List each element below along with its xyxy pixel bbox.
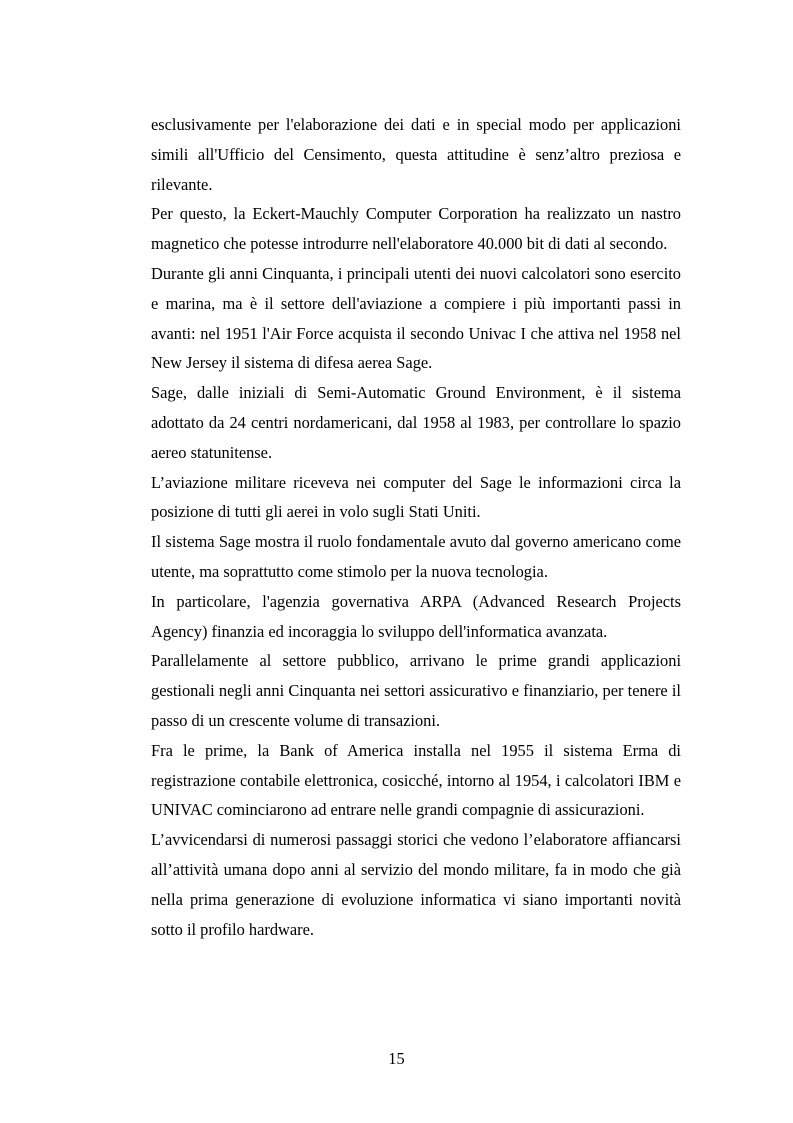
body-text [151, 110, 681, 944]
paragraph: L’avvicendarsi di numerosi passaggi storici che vedono l’elaboratore affiancarsi all’attività umana dopo anni al servizio del mondo militare, fa in modo che già nella prima generazione di evoluzione informatica vi siano importanti novità sotto il profilo hardware. [151, 830, 681, 939]
paragraph: In particolare, l'agenzia governativa ARPA (Advanced Research Projects Agency) finanzia ed incoraggia lo sviluppo dell'informatica avanzata. [151, 591, 681, 641]
paragraph: Fra le prime, la Bank of America installa nel 1955 il sistema Erma di registrazione contabile elettronica, cosicché, intorno al 1954, i calcolatori IBM e UNIVAC cominciarono ad entrare nelle grandi compagnie di assicurazioni. [151, 740, 681, 820]
paragraph: L’aviazione militare riceveva nei computer del Sage le informazioni circa la posizione di tutti gli aerei in volo sugli Stati Uniti. [151, 472, 681, 522]
page-number: 15 [388, 1049, 405, 1068]
paragraph: Sage, dalle iniziali di Semi-Automatic Ground Environment, è il sistema adottato da 24 centri nordamericani, dal 1958 al 1983, per controllare lo spazio aereo statunitense. [151, 383, 681, 462]
paragraph: Il sistema Sage mostra il ruolo fondamentale avuto dal governo americano come utente, ma soprattutto come stimolo per la nuova tecnologia. [151, 532, 681, 581]
paragraph: Durante gli anni Cinquanta, i principali utenti dei nuovi calcolatori sono esercito e marina, ma è il settore dell'aviazione a compiere i più importanti passi in avanti: nel 1951 l'Air Force acquista il secondo Univac I che attiva nel 1958 nel New Jersey il sistema di difesa aerea Sage. [151, 263, 681, 373]
paragraph: Parallelamente al settore pubblico, arrivano le prime grandi applicazioni gestionali negli anni Cinquanta nei settori assicurativo e finanziario, per tenere il passo di un crescente volume di transazioni. [151, 651, 681, 730]
paragraph: esclusivamente per l'elaborazione dei dati e in special modo per applicazioni simili all'Ufficio del Censimento, questa attitudine è senz’altro preziosa e rilevante. [151, 115, 681, 194]
paragraph: Per questo, la Eckert-Mauchly Computer Corporation ha realizzato un nastro magnetico che potesse introdurre nell'elaboratore 40.000 bit di dati al secondo. [151, 204, 681, 254]
